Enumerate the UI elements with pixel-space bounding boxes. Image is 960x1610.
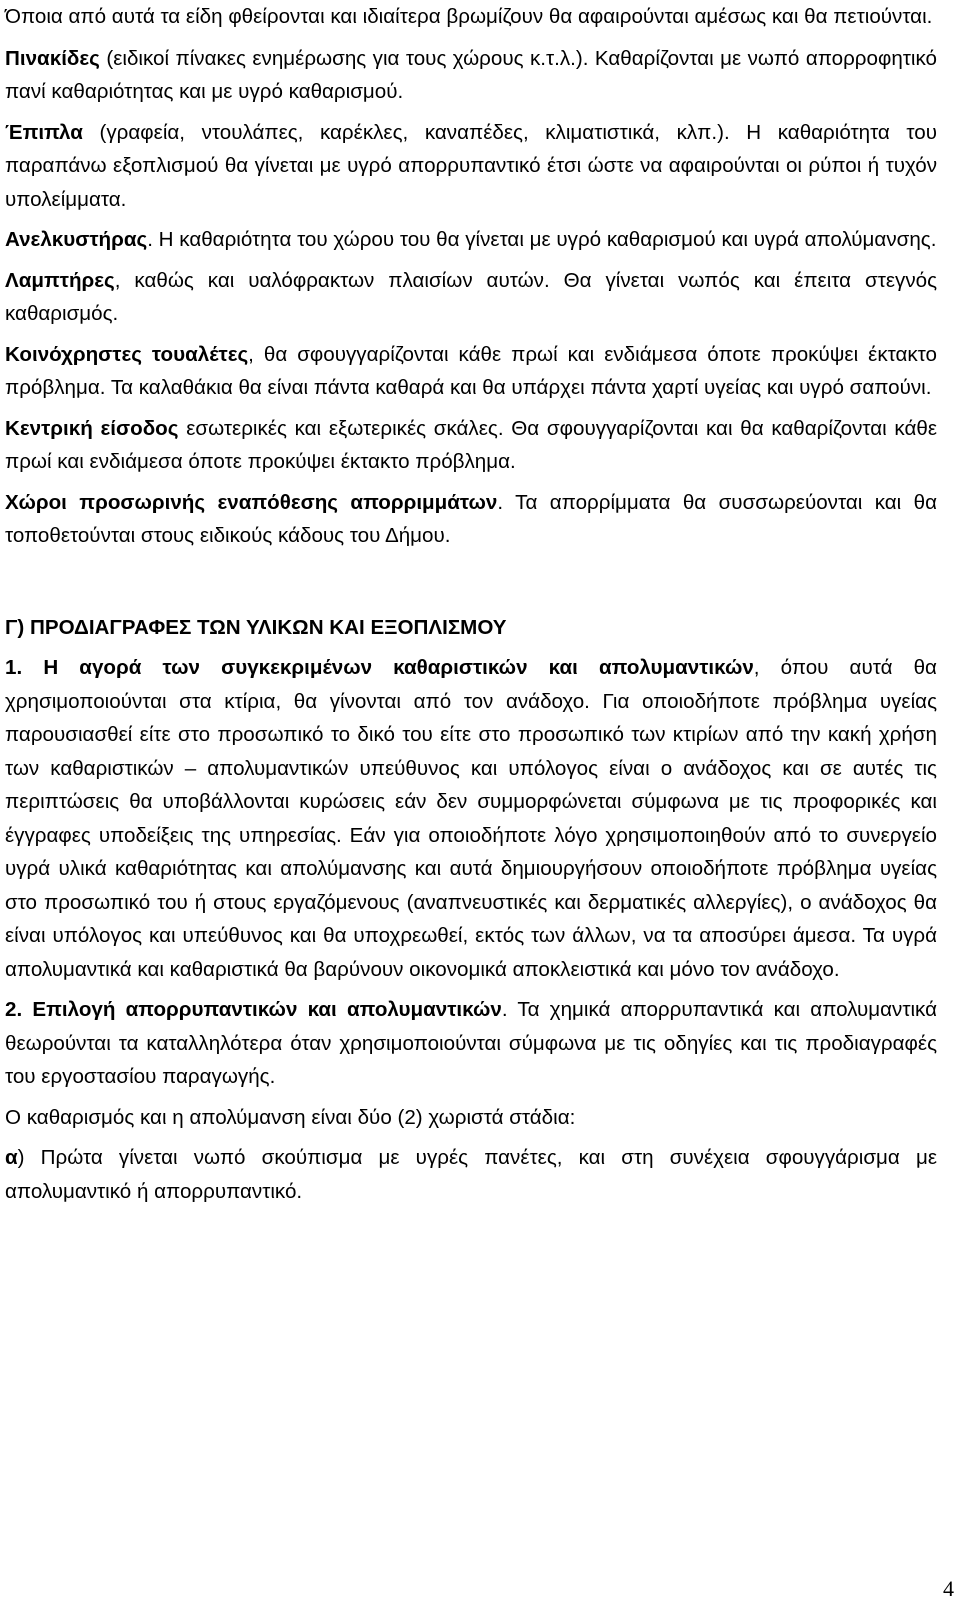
section-2-text: . Τα χημικά απορρυπαντικά και απολυμαντικά θεωρούνται τα καταλληλότερα όταν χρησιμοποιούνται σύμφωνα με τις οδηγίες και τις προδιαγραφές του εργοστασίου παραγωγής. (5, 998, 937, 1088)
paragraph-text: , θα σφουγγαρίζονται κάθε πρωί και ενδιάμεσα όποτε προκύψει έκτακτο πρόβλημα. Τα καλαθάκια θα είναι πάντα καθαρά και θα υπάρχει πάντα χαρτί υγείας και υγρό σαπούνι. (5, 342, 937, 399)
paragraph-epipla (5, 116, 937, 217)
section-1-term: Η αγορά των συγκεκριμένων καθαριστικών και απολυμαντικών (43, 656, 754, 679)
section-2-number: 2. (5, 998, 23, 1021)
section-2-paragraph (5, 993, 937, 1094)
section-2-term: Επιλογή απορρυπαντικών και απολυμαντικών (32, 998, 502, 1021)
paragraph-text: . Τα απορρίμματα θα συσσωρεύονται και θα τοποθετούνται στους ειδικούς κάδους του Δήμου. (5, 490, 937, 547)
paragraph-text: Όποια από αυτά τα είδη φθείρονται και ιδιαίτερα βρωμίζουν θα αφαιρούνται αμέσως και θα πετιούνται. (5, 5, 933, 28)
document-body (5, 0, 937, 1208)
section-heading: Γ) ΠΡΟΔΙΑΓΡΑΦΕΣ ΤΩΝ ΥΛΙΚΩΝ ΚΑΙ ΕΞΟΠΛΙΣΜΟΥ (5, 615, 507, 639)
paragraph-term: Κεντρική είσοδος (5, 416, 179, 440)
paragraph-leading (5, 0, 937, 34)
page-number: 4 (943, 1576, 954, 1601)
paragraph-term: Κοινόχρηστες τουαλέτες (5, 342, 249, 366)
paragraph-term: Χώροι προσωρινής εναπόθεσης απορριμμάτων (5, 490, 498, 514)
paragraph-anelkystiras (5, 223, 937, 257)
paragraph-eisodos (5, 412, 937, 479)
paragraph-term: Πινακίδες (5, 46, 100, 70)
paragraph-toualetes (5, 338, 937, 405)
section-1-paragraph (5, 651, 937, 986)
paragraph-choroi (5, 486, 937, 553)
stage-a-label: α (5, 1146, 18, 1169)
paragraph-text: , καθώς και υαλόφρακτων πλαισίων αυτών. Θα γίνεται νωπός και έπειτα στεγνός καθαρισμός. (5, 268, 937, 325)
paragraph-text: . Η καθαριότητα του χώρου του θα γίνεται με υγρό καθαρισμού και υγρά απολύμανσης. (147, 228, 937, 251)
paragraph-pinakides (5, 42, 937, 109)
paragraph-term: Ανελκυστήρας (5, 228, 148, 251)
stage-a-text: ) Πρώτα γίνεται νωπό σκούπισμα με υγρές πανέτες, και στη συνέχεια σφουγγάρισμα με απολυμαντικό ή απορρυπαντικό. (5, 1146, 937, 1203)
paragraph-term: Έπιπλα (5, 120, 83, 144)
section-1-number: 1. (5, 656, 23, 679)
paragraph-lamptires (5, 264, 937, 331)
stages-intro: Ο καθαρισμός και η απολύμανση είναι δύο (2) χωριστά στάδια: (5, 1105, 576, 1129)
paragraph-text: εσωτερικές και εξωτερικές σκάλες. Θα σφουγγαρίζονται και θα καθαρίζονται κάθε πρωί και ενδιάμεσα όποτε προκύψει έκτακτο πρόβλημα. (5, 416, 937, 473)
paragraph-term: Λαμπτήρες (5, 268, 115, 292)
stage-a-paragraph (5, 1141, 937, 1208)
paragraph-text: (ειδικοί πίνακες ενημέρωσης για τους χώρους κ.τ.λ.). Καθαρίζονται με νωπό απορροφητικό πανί καθαριότητας και με υγρό καθαρισμού. (5, 46, 937, 103)
section-1-text: , όπου αυτά θα χρησιμοποιούνται στα κτίρια, θα γίνονται από τον ανάδοχο. Για οποιοδήποτε πρόβλημα υγείας παρουσιασθεί είτε στο προσωπικό το δικό του είτε στο προσωπικό των κτιρίων από την κακή χρήση των καθαριστικών – απολυμαντικών υπεύθυνος και υπόλογος είναι ο ανάδοχος και σε αυτές τις περιπτώσεις θα υποβάλλονται κυρώσεις εάν δεν συμμορφώνεται σύμφωνα με τις προφορικές και έγγραφες υποδείξεις της υπηρεσίας. Εάν για οποιοδήποτε λόγο χρησιμοποιηθούν από το συνεργείο υγρά υλικά καθαριότητας και απολύμανσης και αυτά δημιουργήσουν οποιοδήποτε πρόβλημα υγείας στο προσωπικό του ή στους εργαζόμενους (αναπνευστικές και δερματικές αλλεργίες), ο ανάδοχος θα είναι υπόλογος και υπεύθυνος και θα υποχρεωθεί, εκτός των άλλων, να τα αποσύρει άμεσα. Τα υγρά απολυμαντικά και καθαριστικά θα βαρύνουν οικονομικά αποκλειστικά και μόνο τον ανάδοχο. (5, 656, 937, 981)
paragraph-text: (γραφεία, ντουλάπες, καρέκλες, καναπέδες, κλιματιστικά, κλπ.). Η καθαριότητα του παραπάνω εξοπλισμού θα γίνεται με υγρό απορρυπαντικό έτσι ώστε να αφαιρούνται οι ρύποι ή τυχόν υπολείμματα. (5, 120, 937, 211)
